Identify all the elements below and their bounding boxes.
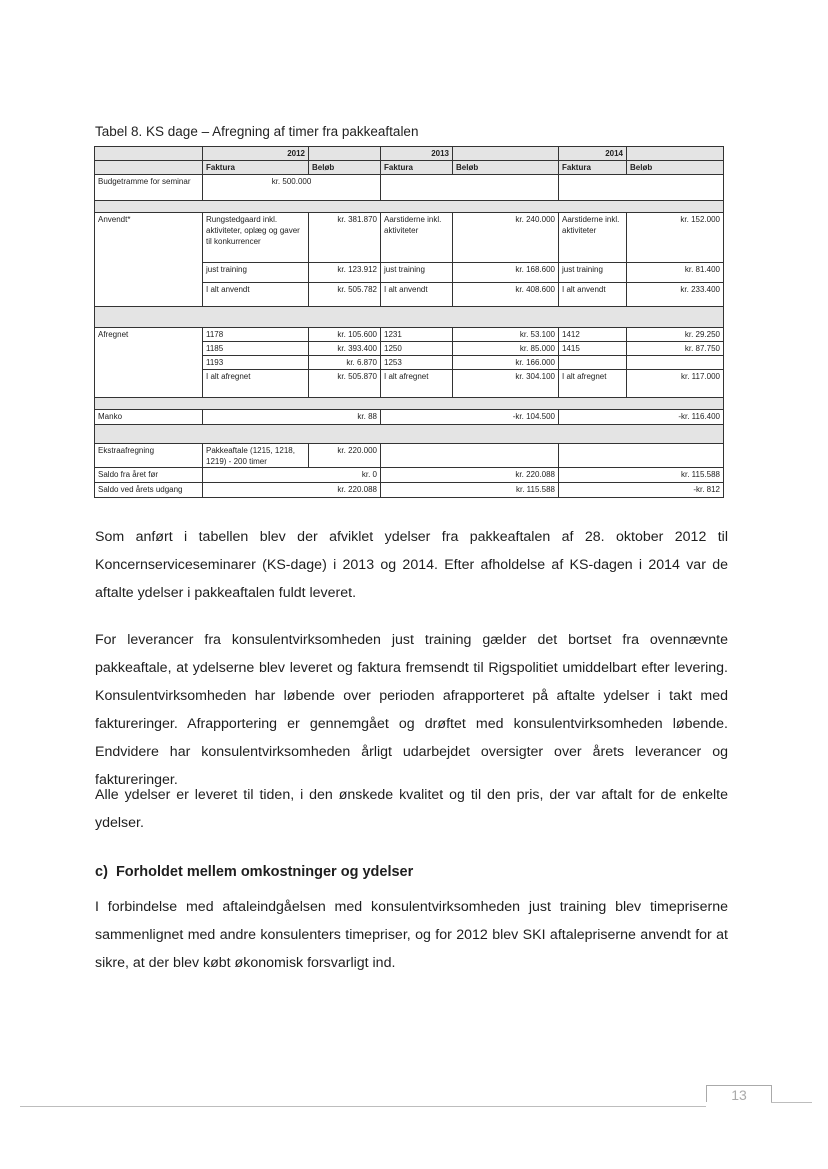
anvendt-beloeb-2013: kr. 168.600 <box>452 262 559 283</box>
saldo-udgang-2013: kr. 115.588 <box>380 482 559 498</box>
ekstra-beloeb-2012: kr. 220.000 <box>308 443 381 468</box>
anvendt-beloeb-2013: kr. 240.000 <box>452 212 559 263</box>
anvendt-beloeb-2013: kr. 408.600 <box>452 282 559 307</box>
afregnet-beloeb-2014: kr. 117.000 <box>626 369 724 398</box>
ekstra-2014 <box>558 443 724 468</box>
afregnet-beloeb-2012: kr. 6.870 <box>308 355 381 370</box>
afregnet-beloeb-2013: kr. 53.100 <box>452 327 559 342</box>
paragraph-2: For leverancer fra konsulentvirksomheden just training gælder det bortset fra ovennævnte pakkeaftale, at ydelserne blev leveret og faktura fremsendt til Rigspolitiet umiddelbart efter levering. Konsulentvirksomheden har løbende over perioden afrapporteret på aftalte ydelser i takt med faktureringer. Afrapportering er gennemgået og drøftet med konsulentvirksomheden løbende. Endvidere har konsulentvirksomheden årligt udarbejdet oversigter over årets leverancer og faktureringer. <box>95 632 728 788</box>
page-number: 13 <box>706 1085 772 1102</box>
anvendt-faktura-2014: I alt anvendt <box>558 282 627 307</box>
saldo-foer-2014: kr. 115.588 <box>558 467 724 483</box>
afregnet-faktura-2012: 1178 <box>202 327 309 342</box>
header-blank <box>626 146 724 161</box>
header-beloeb-2013: Beløb <box>452 160 559 175</box>
saldo-foer-2013: kr. 220.088 <box>380 467 559 483</box>
afregnet-faktura-2013: 1231 <box>380 327 453 342</box>
anvendt-faktura-2014: Aarstiderne inkl. aktiviteter <box>558 212 627 263</box>
header-blank <box>94 146 203 161</box>
anvendt-beloeb-2012: kr. 123.912 <box>308 262 381 283</box>
paragraph-4: I forbindelse med aftaleindgåelsen med konsulentvirksomheden just training blev timepriserne sammenlignet med andre konsulenters timepriser, og for 2012 blev SKI aftalepriserne anvendt for at sikre, at der blev købt økonomisk forsvarligt ind. <box>95 899 728 971</box>
anvendt-beloeb-2014: kr. 81.400 <box>626 262 724 283</box>
header-faktura-2014: Faktura <box>558 160 627 175</box>
manko-2014: -kr. 116.400 <box>558 409 724 425</box>
afregnet-beloeb-2013: kr. 304.100 <box>452 369 559 398</box>
afregnet-faktura-2014: 1412 <box>558 327 627 342</box>
afregnet-beloeb-2014 <box>626 355 724 370</box>
ekstra-2013 <box>380 443 559 468</box>
anvendt-faktura-2013: Aarstiderne inkl. aktiviteter <box>380 212 453 263</box>
header-year-2012: 2012 <box>202 146 309 161</box>
afregnet-faktura-2012: I alt afregnet <box>202 369 309 398</box>
afregnet-faktura-2012: 1185 <box>202 341 309 356</box>
saldo-udgang-2012: kr. 220.088 <box>202 482 381 498</box>
budget-2014 <box>558 174 724 201</box>
header-year-2014: 2014 <box>558 146 627 161</box>
afregnet-faktura-2012: 1193 <box>202 355 309 370</box>
anvendt-faktura-2012: just training <box>202 262 309 283</box>
footer-rule-right <box>771 1102 812 1103</box>
header-beloeb-2012: Beløb <box>308 160 381 175</box>
afregnet-beloeb-2014: kr. 29.250 <box>626 327 724 342</box>
paragraph-3: Alle ydelser er leveret til tiden, i den ønskede kvalitet og til den pris, der var aftalt for de enkelte ydelser. <box>95 787 728 831</box>
section-separator <box>94 306 724 328</box>
anvendt-beloeb-2014: kr. 152.000 <box>626 212 724 263</box>
anvendt-faktura-2013: just training <box>380 262 453 283</box>
budget-2012: kr. 500.000 <box>202 174 381 201</box>
afregnet-faktura-2014: I alt afregnet <box>558 369 627 398</box>
afregnet-faktura-2013: 1250 <box>380 341 453 356</box>
header-beloeb-2014: Beløb <box>626 160 724 175</box>
row-label-manko: Manko <box>94 409 203 425</box>
header-blank <box>452 146 559 161</box>
table-caption: Tabel 8. KS dage – Afregning af timer fra pakkeaftalen <box>95 124 419 139</box>
afregnet-faktura-2013: 1253 <box>380 355 453 370</box>
anvendt-faktura-2013: I alt anvendt <box>380 282 453 307</box>
header-year-2013: 2013 <box>380 146 453 161</box>
header-blank <box>94 160 203 175</box>
afregnet-beloeb-2014: kr. 87.750 <box>626 341 724 356</box>
afregnet-beloeb-2012: kr. 393.400 <box>308 341 381 356</box>
anvendt-beloeb-2014: kr. 233.400 <box>626 282 724 307</box>
afregnet-faktura-2014 <box>558 355 627 370</box>
anvendt-beloeb-2012: kr. 505.782 <box>308 282 381 307</box>
anvendt-faktura-2012: I alt anvendt <box>202 282 309 307</box>
budget-2013 <box>380 174 559 201</box>
afregnet-beloeb-2013: kr. 85.000 <box>452 341 559 356</box>
section-separator <box>94 424 724 444</box>
afregnet-faktura-2014: 1415 <box>558 341 627 356</box>
manko-2013: -kr. 104.500 <box>380 409 559 425</box>
afregnet-faktura-2013: I alt afregnet <box>380 369 453 398</box>
anvendt-faktura-2014: just training <box>558 262 627 283</box>
ekstra-faktura-2012: Pakkeaftale (1215, 1218, 1219) - 200 timer <box>202 443 309 468</box>
header-blank <box>308 146 381 161</box>
footer-rule-left <box>20 1106 706 1107</box>
afregnet-beloeb-2013: kr. 166.000 <box>452 355 559 370</box>
row-label-afregnet: Afregnet <box>94 327 203 398</box>
afregnet-beloeb-2012: kr. 505.870 <box>308 369 381 398</box>
row-label-saldo-foer: Saldo fra året før <box>94 467 203 483</box>
anvendt-faktura-2012: Rungstedgaard inkl. aktiviteter, oplæg og gaver til konkurrencer <box>202 212 309 263</box>
header-faktura-2012: Faktura <box>202 160 309 175</box>
header-faktura-2013: Faktura <box>380 160 453 175</box>
section-heading: c) Forholdet mellem omkostninger og ydelser <box>95 864 414 880</box>
row-label-budget: Budgetramme for seminar <box>94 174 203 201</box>
manko-2012: kr. 88 <box>202 409 381 425</box>
saldo-udgang-2014: -kr. 812 <box>558 482 724 498</box>
row-label-saldo-udgang: Saldo ved årets udgang <box>94 482 203 498</box>
paragraph-1: Som anført i tabellen blev der afviklet ydelser fra pakkeaftalen af 28. oktober 2012 til Koncernserviceseminarer (KS-dage) i 2013 og 2014. Efter afholdelse af KS-dagen i 2014 var de aftalte ydelser i pakkeaftalen fuldt leveret. <box>95 529 728 601</box>
afregnet-beloeb-2012: kr. 105.600 <box>308 327 381 342</box>
anvendt-beloeb-2012: kr. 381.870 <box>308 212 381 263</box>
row-label-anvendt: Anvendt* <box>94 212 203 307</box>
row-label-ekstraafregning: Ekstraafregning <box>94 443 203 468</box>
saldo-foer-2012: kr. 0 <box>202 467 381 483</box>
